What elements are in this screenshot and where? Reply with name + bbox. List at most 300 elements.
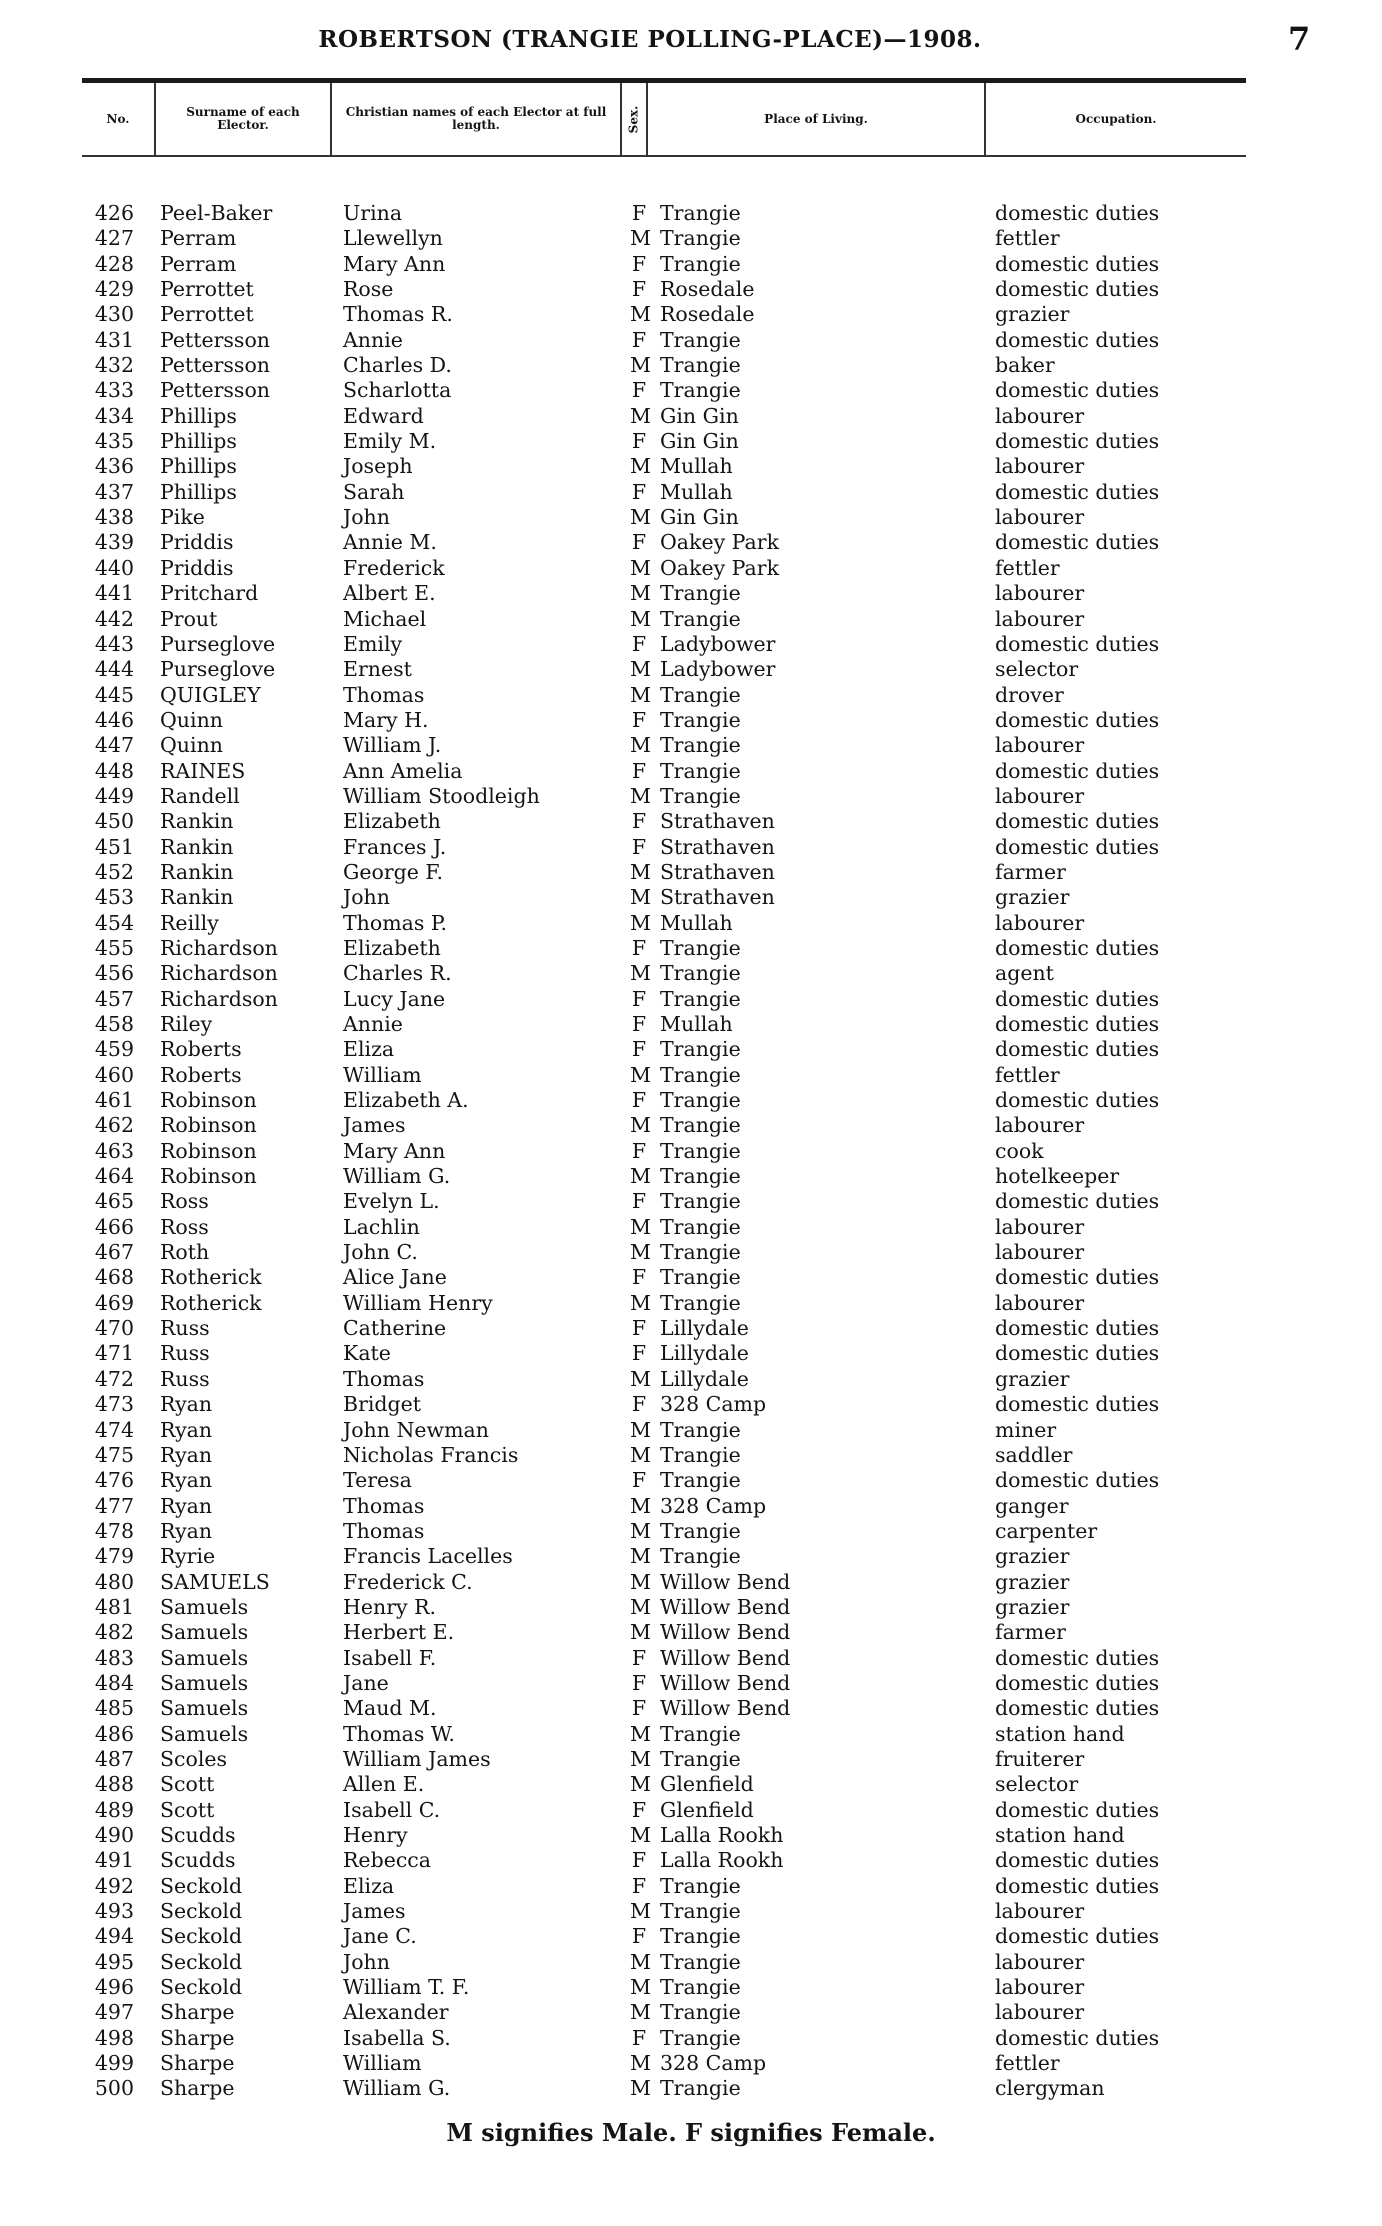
elector-christian-names: Thomas P. xyxy=(343,910,448,935)
elector-place-of-living: Gin Gin xyxy=(660,429,739,454)
elector-christian-names: Eliza xyxy=(343,1873,395,1898)
elector-number: 439 xyxy=(94,530,134,555)
elector-sex: F xyxy=(631,707,647,732)
elector-place-of-living: Trangie xyxy=(660,353,741,378)
elector-surname: Quinn xyxy=(160,707,223,732)
elector-occupation: labourer xyxy=(995,1214,1085,1239)
table-row xyxy=(0,1646,1382,1671)
elector-sex: F xyxy=(631,1316,647,1341)
elector-number: 477 xyxy=(94,1493,134,1518)
table-row xyxy=(0,328,1382,353)
elector-sex: M xyxy=(630,1823,651,1847)
elector-number: 449 xyxy=(94,783,134,808)
elector-surname: Samuels xyxy=(160,1645,249,1670)
elector-number: 473 xyxy=(94,1392,134,1417)
elector-christian-names: William T. F. xyxy=(343,1975,470,2000)
elector-surname: Richardson xyxy=(160,961,278,986)
elector-christian-names: Nicholas Francis xyxy=(343,1442,519,1467)
elector-place-of-living: 328 Camp xyxy=(660,1392,767,1417)
elector-sex: F xyxy=(631,1265,647,1290)
elector-sex: M xyxy=(630,910,651,935)
elector-place-of-living: Trangie xyxy=(660,2000,741,2025)
elector-number: 461 xyxy=(94,1088,134,1113)
elector-number: 485 xyxy=(94,1696,134,1721)
table-row xyxy=(0,683,1382,708)
elector-christian-names: Michael xyxy=(343,606,427,631)
elector-surname: Perram xyxy=(160,251,237,276)
elector-place-of-living: Mullah xyxy=(660,910,733,935)
elector-place-of-living: Strathaven xyxy=(660,809,775,834)
elector-sex: M xyxy=(630,1290,651,1315)
elector-place-of-living: Trangie xyxy=(660,1417,741,1442)
elector-number: 445 xyxy=(94,682,134,707)
elector-number: 455 xyxy=(94,935,134,960)
elector-number: 454 xyxy=(94,910,134,935)
elector-surname: Ross xyxy=(160,1214,209,1239)
elector-number: 465 xyxy=(94,1189,134,1214)
elector-surname: Rankin xyxy=(160,834,234,859)
elector-occupation: grazier xyxy=(995,1366,1070,1391)
elector-number: 458 xyxy=(94,1012,134,1036)
table-row xyxy=(0,1747,1382,1772)
elector-christian-names: Ernest xyxy=(343,657,412,682)
elector-occupation: fettler xyxy=(995,555,1060,580)
table-row xyxy=(0,1063,1382,1088)
elector-place-of-living: Willow Bend xyxy=(660,1645,791,1670)
elector-number: 462 xyxy=(94,1113,134,1138)
elector-sex: F xyxy=(631,1341,647,1366)
elector-christian-names: William Henry xyxy=(343,1290,493,1315)
elector-sex: M xyxy=(630,505,651,530)
elector-christian-names: William xyxy=(343,1062,422,1087)
elector-occupation: labourer xyxy=(995,1899,1085,1924)
elector-number: 474 xyxy=(94,1417,134,1442)
elector-sex: M xyxy=(630,1164,651,1189)
elector-occupation: domestic duties xyxy=(995,1392,1160,1417)
elector-occupation: fettler xyxy=(995,2051,1060,2076)
elector-occupation: labourer xyxy=(995,1240,1085,1265)
table-row xyxy=(0,1265,1382,1290)
elector-surname: Ross xyxy=(160,1189,209,1214)
elector-occupation: domestic duties xyxy=(995,277,1160,302)
elector-christian-names: Scharlotta xyxy=(343,378,452,403)
elector-place-of-living: Trangie xyxy=(660,1442,741,1467)
elector-place-of-living: Trangie xyxy=(660,1265,741,1290)
table-row xyxy=(0,2000,1382,2025)
column-header-sex: Sex. xyxy=(620,83,646,155)
elector-sex: M xyxy=(630,2076,651,2101)
elector-christian-names: Thomas W. xyxy=(343,1721,455,1746)
elector-occupation: labourer xyxy=(995,1290,1085,1315)
elector-christian-names: Herbert E. xyxy=(343,1620,455,1645)
elector-surname: Scoles xyxy=(160,1746,228,1771)
table-row xyxy=(0,454,1382,479)
elector-sex: M xyxy=(630,1442,651,1467)
table-row xyxy=(0,1950,1382,1975)
elector-place-of-living: Trangie xyxy=(660,2076,741,2101)
elector-occupation: farmer xyxy=(995,1620,1066,1645)
electoral-roll-list xyxy=(0,201,1382,2102)
elector-number: 456 xyxy=(94,961,134,986)
elector-surname: Rotherick xyxy=(160,1290,262,1315)
elector-occupation: labourer xyxy=(995,403,1085,428)
elector-christian-names: George F. xyxy=(343,859,443,884)
elector-number: 486 xyxy=(94,1721,134,1746)
table-row xyxy=(0,2076,1382,2101)
table-row xyxy=(0,353,1382,378)
elector-christian-names: Henry xyxy=(343,1823,408,1847)
elector-occupation: miner xyxy=(995,1417,1057,1442)
elector-number: 466 xyxy=(94,1214,134,1239)
elector-number: 469 xyxy=(94,1290,134,1315)
elector-surname: Richardson xyxy=(160,935,278,960)
elector-occupation: labourer xyxy=(995,2000,1085,2025)
elector-christian-names: William J. xyxy=(343,733,442,758)
elector-place-of-living: Trangie xyxy=(660,1873,741,1898)
elector-christian-names: Teresa xyxy=(343,1468,412,1493)
elector-number: 440 xyxy=(94,555,134,580)
elector-surname: Prout xyxy=(160,606,218,631)
table-row xyxy=(0,835,1382,860)
elector-surname: Samuels xyxy=(160,1670,249,1695)
elector-number: 471 xyxy=(94,1341,134,1366)
elector-number: 470 xyxy=(94,1316,134,1341)
elector-sex: M xyxy=(630,302,651,327)
elector-surname: Robinson xyxy=(160,1088,257,1113)
elector-number: 493 xyxy=(94,1899,134,1924)
elector-christian-names: Thomas R. xyxy=(343,302,453,327)
table-row xyxy=(0,1874,1382,1899)
table-row xyxy=(0,1139,1382,1164)
elector-occupation: agent xyxy=(995,961,1054,986)
table-row xyxy=(0,1443,1382,1468)
elector-surname: Seckold xyxy=(160,1924,243,1949)
elector-number: 479 xyxy=(94,1544,134,1569)
elector-occupation: labourer xyxy=(995,505,1085,530)
elector-sex: F xyxy=(631,986,647,1011)
elector-place-of-living: Trangie xyxy=(660,1746,741,1771)
elector-place-of-living: Trangie xyxy=(660,1037,741,1062)
elector-christian-names: Frederick xyxy=(343,555,445,580)
elector-christian-names: Maud M. xyxy=(343,1696,437,1721)
elector-place-of-living: Trangie xyxy=(660,961,741,986)
elector-sex: M xyxy=(630,403,651,428)
elector-occupation: domestic duties xyxy=(995,1189,1160,1214)
elector-occupation: domestic duties xyxy=(995,1316,1160,1341)
table-row xyxy=(0,1696,1382,1721)
table-row xyxy=(0,987,1382,1012)
elector-place-of-living: Trangie xyxy=(660,1468,741,1493)
elector-number: 459 xyxy=(94,1037,134,1062)
elector-number: 448 xyxy=(94,758,134,783)
elector-number: 476 xyxy=(94,1468,134,1493)
table-row xyxy=(0,759,1382,784)
elector-sex: M xyxy=(630,1214,651,1239)
elector-number: 460 xyxy=(94,1062,134,1087)
elector-number: 480 xyxy=(94,1569,134,1594)
elector-occupation: labourer xyxy=(995,910,1085,935)
elector-number: 434 xyxy=(94,403,134,428)
elector-sex: F xyxy=(631,1873,647,1898)
elector-sex: M xyxy=(630,1721,651,1746)
elector-place-of-living: Trangie xyxy=(660,1189,741,1214)
elector-sex: M xyxy=(630,1518,651,1543)
elector-occupation: fruiterer xyxy=(995,1746,1085,1771)
elector-place-of-living: Trangie xyxy=(660,1721,741,1746)
elector-surname: Phillips xyxy=(160,479,237,504)
column-header-row xyxy=(82,78,1246,157)
elector-place-of-living: Willow Bend xyxy=(660,1670,791,1695)
elector-occupation: clergyman xyxy=(995,2076,1105,2101)
elector-place-of-living: Strathaven xyxy=(660,859,775,884)
elector-christian-names: Isabell C. xyxy=(343,1797,441,1822)
elector-surname: Robinson xyxy=(160,1113,257,1138)
elector-sex: M xyxy=(630,1772,651,1797)
elector-place-of-living: Glenfield xyxy=(660,1772,754,1797)
table-row xyxy=(0,1975,1382,2000)
elector-surname: Ryan xyxy=(160,1392,213,1417)
elector-occupation: hotelkeeper xyxy=(995,1164,1120,1189)
elector-christian-names: Joseph xyxy=(343,454,413,479)
elector-occupation: domestic duties xyxy=(995,479,1160,504)
elector-number: 490 xyxy=(94,1823,134,1847)
elector-sex: M xyxy=(630,353,651,378)
elector-place-of-living: Trangie xyxy=(660,758,741,783)
elector-christian-names: Alexander xyxy=(343,2000,449,2025)
elector-number: 488 xyxy=(94,1772,134,1797)
elector-surname: Priddis xyxy=(160,530,234,555)
elector-christian-names: William G. xyxy=(343,2076,451,2101)
elector-christian-names: Sarah xyxy=(343,479,405,504)
table-row xyxy=(0,1848,1382,1873)
elector-surname: Perram xyxy=(160,226,237,251)
table-row xyxy=(0,860,1382,885)
elector-sex: M xyxy=(630,961,651,986)
elector-surname: Riley xyxy=(160,1012,213,1036)
table-row xyxy=(0,1798,1382,1823)
elector-occupation: labourer xyxy=(995,783,1085,808)
elector-surname: Seckold xyxy=(160,1975,243,2000)
elector-place-of-living: Trangie xyxy=(660,986,741,1011)
elector-occupation: fettler xyxy=(995,226,1060,251)
elector-christian-names: James xyxy=(343,1113,406,1138)
elector-surname: Russ xyxy=(160,1316,210,1341)
elector-place-of-living: Trangie xyxy=(660,1088,741,1113)
elector-occupation: domestic duties xyxy=(995,1645,1160,1670)
elector-place-of-living: Mullah xyxy=(660,454,733,479)
elector-occupation: ganger xyxy=(995,1493,1069,1518)
elector-surname: Scudds xyxy=(160,1823,236,1847)
elector-occupation: grazier xyxy=(995,1544,1070,1569)
elector-sex: M xyxy=(630,1240,651,1265)
table-row xyxy=(0,1392,1382,1417)
elector-occupation: baker xyxy=(995,353,1055,378)
elector-number: 427 xyxy=(94,226,134,251)
elector-sex: F xyxy=(631,1670,647,1695)
elector-sex: F xyxy=(631,327,647,352)
elector-occupation: domestic duties xyxy=(995,327,1160,352)
elector-christian-names: Lachlin xyxy=(343,1214,420,1239)
elector-number: 467 xyxy=(94,1240,134,1265)
table-row xyxy=(0,1088,1382,1113)
elector-surname: Robinson xyxy=(160,1164,257,1189)
elector-number: 475 xyxy=(94,1442,134,1467)
elector-place-of-living: Trangie xyxy=(660,1899,741,1924)
elector-christian-names: Mary Ann xyxy=(343,251,446,276)
table-row xyxy=(0,530,1382,555)
elector-sex: M xyxy=(630,1975,651,2000)
table-row xyxy=(0,885,1382,910)
elector-christian-names: John C. xyxy=(343,1240,418,1265)
elector-sex: F xyxy=(631,251,647,276)
elector-number: 499 xyxy=(94,2051,134,2076)
table-row xyxy=(0,429,1382,454)
table-row xyxy=(0,1037,1382,1062)
elector-number: 446 xyxy=(94,707,134,732)
elector-surname: SAMUELS xyxy=(160,1569,270,1594)
elector-place-of-living: Trangie xyxy=(660,1518,741,1543)
elector-christian-names: Isabell F. xyxy=(343,1645,437,1670)
elector-christian-names: James xyxy=(343,1899,406,1924)
table-row xyxy=(0,1164,1382,1189)
elector-occupation: station hand xyxy=(995,1721,1125,1746)
elector-number: 450 xyxy=(94,809,134,834)
elector-place-of-living: Trangie xyxy=(660,682,741,707)
table-row xyxy=(0,1823,1382,1848)
elector-number: 429 xyxy=(94,277,134,302)
table-row xyxy=(0,809,1382,834)
elector-place-of-living: Trangie xyxy=(660,201,741,225)
elector-christian-names: Ann Amelia xyxy=(343,758,463,783)
table-row xyxy=(0,2026,1382,2051)
elector-surname: Pritchard xyxy=(160,581,259,606)
elector-number: 463 xyxy=(94,1138,134,1163)
elector-number: 496 xyxy=(94,1975,134,2000)
elector-christian-names: Annie M. xyxy=(343,530,437,555)
elector-surname: QUIGLEY xyxy=(160,682,261,707)
elector-surname: Samuels xyxy=(160,1620,249,1645)
elector-place-of-living: Willow Bend xyxy=(660,1696,791,1721)
elector-sex: M xyxy=(630,226,651,251)
elector-surname: Rotherick xyxy=(160,1265,262,1290)
elector-surname: Richardson xyxy=(160,986,278,1011)
elector-number: 442 xyxy=(94,606,134,631)
elector-number: 497 xyxy=(94,2000,134,2025)
elector-place-of-living: Trangie xyxy=(660,1544,741,1569)
elector-number: 483 xyxy=(94,1645,134,1670)
table-row xyxy=(0,1620,1382,1645)
elector-surname: Ryrie xyxy=(160,1544,216,1569)
elector-sex: M xyxy=(630,783,651,808)
elector-sex: F xyxy=(631,1696,647,1721)
elector-occupation: domestic duties xyxy=(995,1088,1160,1113)
table-row xyxy=(0,1240,1382,1265)
elector-christian-names: Llewellyn xyxy=(343,226,443,251)
elector-surname: Roberts xyxy=(160,1037,242,1062)
elector-occupation: domestic duties xyxy=(995,1797,1160,1822)
table-row xyxy=(0,1291,1382,1316)
elector-number: 431 xyxy=(94,327,134,352)
elector-surname: Sharpe xyxy=(160,2025,235,2050)
table-row xyxy=(0,1671,1382,1696)
table-row xyxy=(0,1924,1382,1949)
elector-sex: M xyxy=(630,1594,651,1619)
elector-place-of-living: Trangie xyxy=(660,733,741,758)
elector-place-of-living: Willow Bend xyxy=(660,1569,791,1594)
elector-surname: Randell xyxy=(160,783,240,808)
table-row xyxy=(0,1012,1382,1037)
elector-number: 464 xyxy=(94,1164,134,1189)
elector-place-of-living: Trangie xyxy=(660,783,741,808)
elector-sex: M xyxy=(630,657,651,682)
elector-surname: Reilly xyxy=(160,910,219,935)
elector-number: 432 xyxy=(94,353,134,378)
elector-surname: Robinson xyxy=(160,1138,257,1163)
elector-surname: Roth xyxy=(160,1240,210,1265)
elector-occupation: farmer xyxy=(995,859,1066,884)
elector-number: 438 xyxy=(94,505,134,530)
elector-surname: Ryan xyxy=(160,1468,213,1493)
elector-surname: Samuels xyxy=(160,1696,249,1721)
elector-sex: M xyxy=(630,606,651,631)
elector-surname: Sharpe xyxy=(160,2000,235,2025)
elector-surname: Seckold xyxy=(160,1873,243,1898)
elector-place-of-living: Trangie xyxy=(660,1975,741,2000)
elector-number: 436 xyxy=(94,454,134,479)
column-header-christian-names: Christian names of each Elector at full length. xyxy=(330,83,620,155)
table-row xyxy=(0,657,1382,682)
column-header-no: No. xyxy=(106,111,130,126)
elector-surname: Russ xyxy=(160,1341,210,1366)
elector-occupation: domestic duties xyxy=(995,834,1160,859)
elector-sex: F xyxy=(631,935,647,960)
elector-number: 481 xyxy=(94,1594,134,1619)
elector-sex: M xyxy=(630,2051,651,2076)
elector-number: 452 xyxy=(94,859,134,884)
elector-sex: F xyxy=(631,809,647,834)
elector-place-of-living: Oakey Park xyxy=(660,530,779,555)
elector-occupation: domestic duties xyxy=(995,1037,1160,1062)
elector-place-of-living: Trangie xyxy=(660,1062,741,1087)
elector-sex: M xyxy=(630,859,651,884)
elector-occupation: domestic duties xyxy=(995,1012,1160,1036)
elector-surname: Purseglove xyxy=(160,631,276,656)
elector-occupation: domestic duties xyxy=(995,986,1160,1011)
elector-occupation: domestic duties xyxy=(995,1468,1160,1493)
elector-place-of-living: Trangie xyxy=(660,251,741,276)
elector-number: 457 xyxy=(94,986,134,1011)
table-row xyxy=(0,1189,1382,1214)
elector-number: 478 xyxy=(94,1518,134,1543)
table-row xyxy=(0,1418,1382,1443)
elector-surname: Scott xyxy=(160,1797,215,1822)
table-row xyxy=(0,378,1382,403)
elector-sex: F xyxy=(631,378,647,403)
table-row xyxy=(0,556,1382,581)
elector-sex: M xyxy=(630,1113,651,1138)
elector-christian-names: Mary Ann xyxy=(343,1138,446,1163)
table-row xyxy=(0,1215,1382,1240)
table-row xyxy=(0,1899,1382,1924)
table-row xyxy=(0,1570,1382,1595)
table-row xyxy=(0,1113,1382,1138)
elector-sex: F xyxy=(631,1848,647,1873)
elector-place-of-living: Trangie xyxy=(660,935,741,960)
elector-surname: Scott xyxy=(160,1772,215,1797)
table-row xyxy=(0,1494,1382,1519)
elector-christian-names: Rebecca xyxy=(343,1848,432,1873)
elector-surname: Seckold xyxy=(160,1949,243,1974)
